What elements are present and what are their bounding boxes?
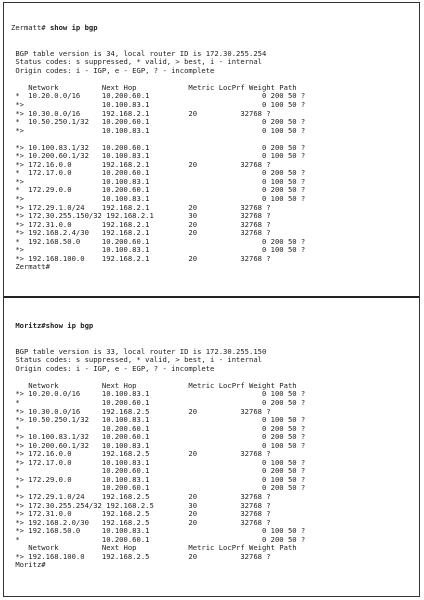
moritz-command-line (11, 322, 415, 331)
moritz-output-line: *> 10.100.83.1/32 10.200.60.1 0 200 50 ? (11, 432, 306, 442)
zermatt-output-line: *> 172.31.0.0 192.168.2.1 20 32768 ? (11, 219, 271, 229)
moritz-output-line: *> 192.168.2.0/30 192.168.2.5 20 32768 ? (11, 517, 271, 527)
zermatt-output-line: *> 10.30.0.0/16 192.168.2.1 20 32768 ? (11, 108, 271, 118)
zermatt-output-line: *> 10.200.60.1/32 10.100.83.1 0 100 50 ? (11, 151, 306, 161)
document-frame (3, 2, 420, 597)
zermatt-output-line: *> 10.100.83.1 0 100 50 ? (11, 125, 306, 135)
moritz-output-line: * 10.200.60.1 0 200 50 ? (11, 423, 306, 433)
moritz-output-line: * 10.200.60.1 0 200 50 ? (11, 483, 306, 493)
moritz-output-line: * 10.200.60.1 0 200 50 ? (11, 466, 306, 476)
moritz-output-line: *> 172.30.255.254/32 192.168.2.5 30 32768 ? (11, 500, 271, 510)
moritz-command: show ip bgp (45, 321, 94, 331)
zermatt-output-line: *> 192.168.100.0 192.168.2.1 20 32768 ? (11, 253, 271, 263)
zermatt-output-line: * 10.50.250.1/32 10.200.60.1 0 200 50 ? (11, 117, 306, 127)
zermatt-output-line: *> 10.100.83.1 0 100 50 ? (11, 245, 306, 255)
moritz-output-line: Network Next Hop Metric LocPrf Weight Path (11, 543, 297, 553)
moritz-output-line: *> 10.50.250.1/32 10.100.83.1 0 100 50 ? (11, 415, 306, 425)
zermatt-output-line: * 172.29.0.0 10.200.60.1 0 200 50 ? (11, 185, 306, 195)
zermatt-output-line: Origin codes: i - IGP, e - EGP, ? - incomplete (11, 65, 215, 75)
zermatt-output-lines (11, 50, 415, 272)
moritz-output-line: * 10.200.60.1 0 200 50 ? (11, 534, 306, 544)
moritz-output-line: *> 10.30.0.0/16 192.168.2.5 20 32768 ? (11, 406, 271, 416)
moritz-output-line: *> 172.29.0.0 10.100.83.1 0 100 50 ? (11, 474, 306, 484)
moritz-output-line: BGP table version is 33, local router ID is 172.30.255.150 (11, 346, 267, 356)
zermatt-command: show ip bgp (49, 23, 98, 33)
zermatt-output-line: * 192.168.50.0 10.200.60.1 0 200 50 ? (11, 236, 306, 246)
moritz-prompt: Moritz# (11, 321, 46, 331)
moritz-output-line: Origin codes: i - IGP, e - EGP, ? - incomplete (11, 363, 215, 373)
moritz-output-line: * 10.200.60.1 0 200 50 ? (11, 398, 306, 408)
moritz-output-line: *> 172.29.1.0/24 192.168.2.5 20 32768 ? (11, 492, 271, 502)
zermatt-output-line: *> 192.168.2.4/30 192.168.2.1 20 32768 ? (11, 228, 271, 238)
moritz-output-line: Network Next Hop Metric LocPrf Weight Path (11, 380, 297, 390)
zermatt-output-line: *> 10.100.83.1 0 100 50 ? (11, 100, 306, 110)
moritz-output-lines (11, 348, 415, 570)
zermatt-output-line: Status codes: s suppressed, * valid, > best, i - internal (11, 57, 262, 67)
moritz-output-line: *> 192.168.50.0 10.100.83.1 0 100 50 ? (11, 526, 306, 536)
zermatt-prompt: Zermatt# (11, 23, 50, 33)
moritz-output-line: *> 10.200.60.1/32 10.100.83.1 0 100 50 ? (11, 440, 306, 450)
section-divider (4, 296, 419, 298)
zermatt-output-line: *> 172.29.1.0/24 192.168.2.1 20 32768 ? (11, 202, 271, 212)
zermatt-output-line: *> 172.16.0.0 192.168.2.1 20 32768 ? (11, 159, 271, 169)
zermatt-output-line: BGP table version is 34, local router ID is 172.30.255.254 (11, 48, 267, 58)
moritz-output-line: Status codes: s suppressed, * valid, > best, i - internal (11, 355, 262, 365)
zermatt-command-line (11, 24, 415, 33)
zermatt-terminal-output (11, 7, 415, 289)
moritz-output-line: *> 172.17.0.0 10.100.83.1 0 100 50 ? (11, 457, 306, 467)
moritz-output-line: *> 172.31.0.0 192.168.2.5 20 32768 ? (11, 509, 271, 519)
moritz-terminal-output (11, 305, 415, 587)
zermatt-output-line: Network Next Hop Metric LocPrf Weight Path (11, 82, 297, 92)
zermatt-output-line: *> 10.100.83.1 0 100 50 ? (11, 176, 306, 186)
zermatt-output-line: *> 172.30.255.150/32 192.168.2.1 30 32768 ? (11, 211, 271, 221)
moritz-output-line: *> 10.20.0.0/16 10.100.83.1 0 100 50 ? (11, 389, 306, 399)
zermatt-output-line: * 10.20.0.0/16 10.200.60.1 0 200 50 ? (11, 91, 306, 101)
moritz-output-line: Moritz# (11, 560, 46, 570)
zermatt-output-line: Zermatt# (11, 262, 50, 272)
zermatt-output-line: * 172.17.0.0 10.200.60.1 0 200 50 ? (11, 168, 306, 178)
moritz-output-line: *> 172.16.0.0 192.168.2.5 20 32768 ? (11, 449, 271, 459)
moritz-output-line: *> 192.168.100.0 192.168.2.5 20 32768 ? (11, 551, 271, 561)
zermatt-output-line: *> 10.100.83.1/32 10.200.60.1 0 200 50 ? (11, 142, 306, 152)
zermatt-output-line: *> 10.100.83.1 0 100 50 ? (11, 194, 306, 204)
